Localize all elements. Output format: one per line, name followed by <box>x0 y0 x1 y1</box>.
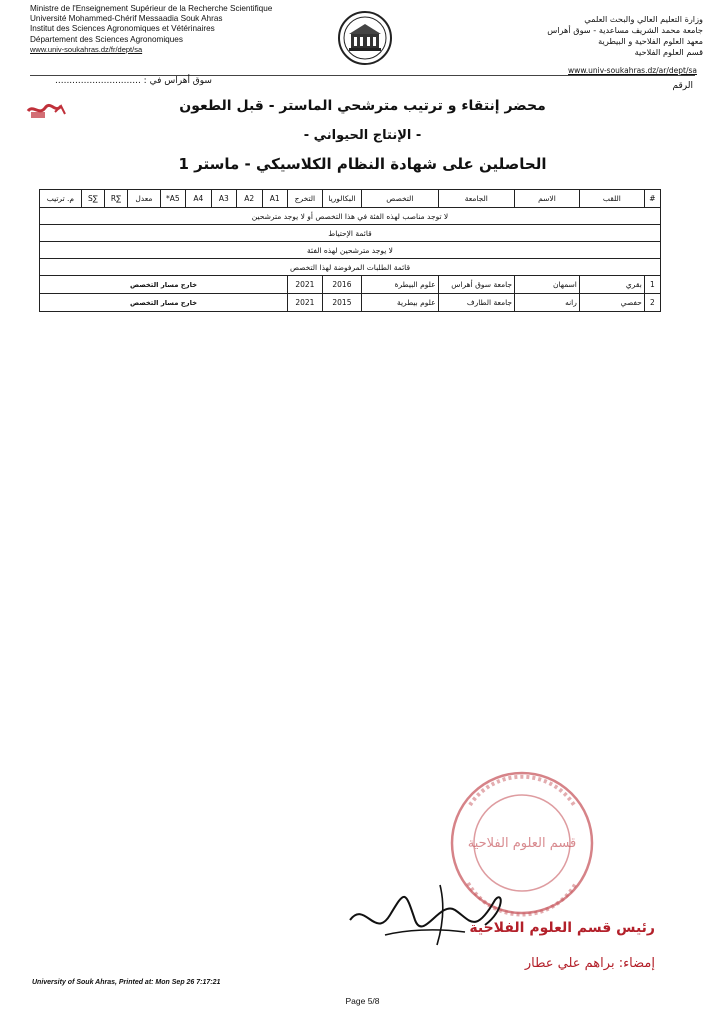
col-header: معدل <box>128 190 160 208</box>
section-label: قائمة الطلبات المرفوضة لهذا التخصص <box>40 259 661 276</box>
col-header: م. ترتيب <box>40 190 82 208</box>
status-note-cell: خارج مسار التخصص <box>40 294 288 312</box>
row-number: 2 <box>644 294 660 312</box>
university-logo <box>337 10 393 66</box>
section-row <box>40 242 661 259</box>
specialty-cell: علوم بيطرية <box>362 294 438 312</box>
university-cell: جامعة سوق أهراس <box>438 276 514 294</box>
table-row <box>40 276 661 294</box>
print-info: University of Souk Ahras, Printed at: Mon Sep 26 7:17:21 <box>32 979 221 986</box>
document-title: محضر إنتقاء و ترتيب مترشحي الماستر - قبل الطعون <box>179 98 546 114</box>
surname-cell: حفصي <box>579 294 644 312</box>
handwritten-signature <box>345 880 515 955</box>
name-cell: اسمهان <box>515 276 580 294</box>
url-ar[interactable]: www.univ-soukahras.dz/ar/dept/sa <box>568 66 697 75</box>
col-header: التخرج <box>287 190 322 208</box>
ministry-ar: وزارة التعليم العالي والبحث العلمي <box>584 14 703 24</box>
col-header: A4 <box>186 190 211 208</box>
bac-year-cell: 2015 <box>322 294 361 312</box>
col-header: A5* <box>160 190 185 208</box>
department-fr: Département des Sciences Agronomiques <box>30 34 183 44</box>
institute-ar: معهد العلوم الفلاحية و البيطرية <box>598 36 703 46</box>
col-header: # <box>644 190 660 208</box>
ministry-fr: Ministre de l'Enseignement Supérieur de la Recherche Scientifique <box>30 4 273 13</box>
section-row <box>40 225 661 242</box>
document-category: الحاصلين على شهادة النظام الكلاسيكي - ماستر 1 <box>178 155 547 173</box>
signatory-title: رئيس قسم العلوم الفلاحية <box>469 920 655 936</box>
university-cell: جامعة الطارف <box>438 294 514 312</box>
col-header: البكالوريا <box>322 190 361 208</box>
specialty-cell: علوم البيطرة <box>362 276 438 294</box>
table-header-row <box>40 190 661 208</box>
institute-fr: Institut des Sciences Agronomiques et Vétérinaires <box>30 24 215 34</box>
signatory-name: إمضاء: براهم علي عطار <box>524 956 655 971</box>
surname-cell: بقري <box>579 276 644 294</box>
table-row <box>40 294 661 312</box>
bac-year-cell: 2016 <box>322 276 361 294</box>
department-ar: قسم العلوم الفلاحية <box>634 47 703 57</box>
header-french <box>30 4 272 55</box>
section-label: لا توجد مناصب لهذه الفئة في هذا التخصص أو لا يوجد مترشحين <box>40 208 661 225</box>
section-row <box>40 259 661 276</box>
section-label: قائمة الإحتياط <box>40 225 661 242</box>
page-number: Page 5/8 <box>345 996 380 1006</box>
header-arabic <box>547 14 703 58</box>
col-header: التخصص <box>362 190 438 208</box>
col-header: A1 <box>262 190 287 208</box>
status-note-cell: خارج مسار التخصص <box>40 276 288 294</box>
stamp-text: قسم العلوم الفلاحية <box>467 836 577 851</box>
university-fr: Université Mohammed-Chérif Messaadia Souk Ahras <box>30 14 223 24</box>
grad-year-cell: 2021 <box>287 294 322 312</box>
col-header: ∑S <box>81 190 104 208</box>
reference-label: الرقم <box>672 81 693 91</box>
document-subtitle: - الإنتاج الحيواني - <box>303 128 422 143</box>
grad-year-cell: 2021 <box>287 276 322 294</box>
col-header: ∑R <box>104 190 127 208</box>
place-date-line: سوق أهراس في : .............................. <box>55 76 212 86</box>
name-cell: رانه <box>515 294 580 312</box>
section-row <box>40 208 661 225</box>
section-label: لا يوجد مترشحين لهذه الفئة <box>40 242 661 259</box>
candidates-table <box>39 189 661 312</box>
col-header: اللقب <box>579 190 644 208</box>
col-header: A2 <box>237 190 262 208</box>
url-fr[interactable]: www.univ-soukahras.dz/fr/dept/sa <box>30 44 143 54</box>
row-number: 1 <box>644 276 660 294</box>
col-header: A3 <box>211 190 236 208</box>
university-ar: جامعة محمد الشريف مساعدية - سوق أهراس <box>547 25 703 35</box>
col-header: الجامعة <box>438 190 514 208</box>
col-header: الاسم <box>515 190 580 208</box>
